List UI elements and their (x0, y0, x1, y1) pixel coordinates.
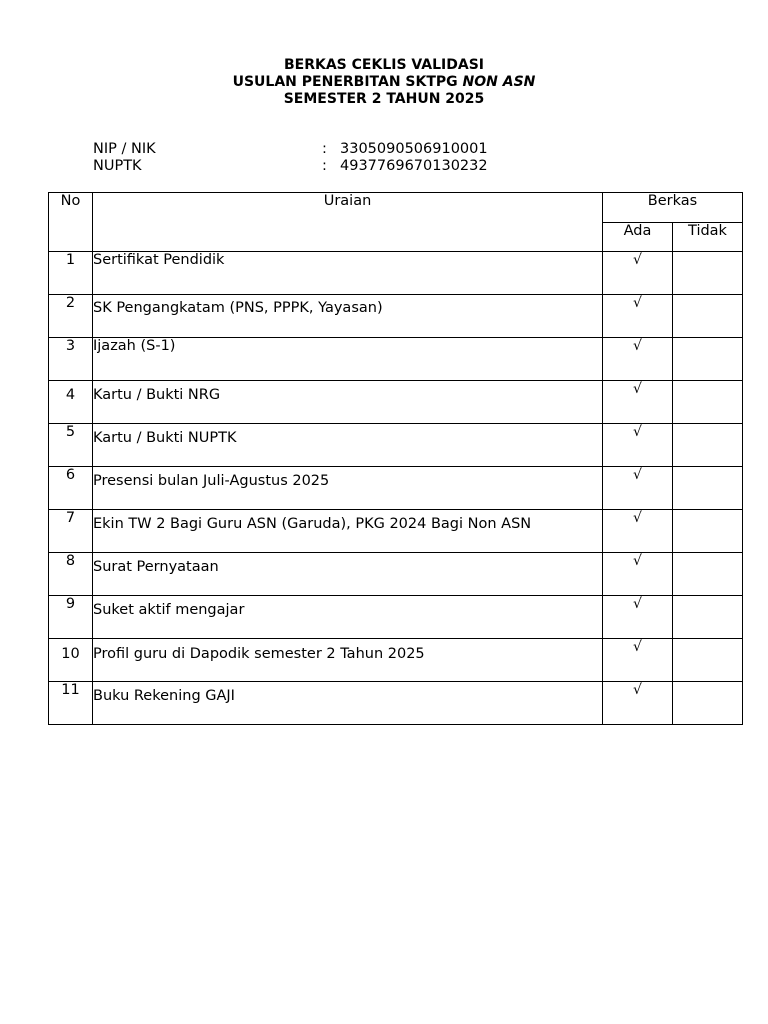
row-uraian: Ekin TW 2 Bagi Guru ASN (Garuda), PKG 2024 Bagi Non ASN (93, 510, 603, 553)
row-tidak (673, 639, 743, 682)
info-colon: : (322, 141, 327, 157)
row-uraian: Surat Pernyataan (93, 553, 603, 596)
row-tidak (673, 252, 743, 295)
row-uraian: Presensi bulan Juli-Agustus 2025 (93, 467, 603, 510)
row-uraian: Suket aktif mengajar (93, 596, 603, 639)
header-ada: Ada (603, 223, 673, 252)
title-line-2-italic: NON ASN (462, 74, 536, 90)
checkmark-icon: √ (603, 252, 673, 295)
table-row (49, 510, 743, 553)
row-number: 4 (49, 381, 93, 424)
table-row (49, 682, 743, 725)
table-row (49, 553, 743, 596)
row-number: 1 (49, 252, 93, 295)
header-no: No (49, 193, 93, 252)
checkmark-icon: √ (603, 424, 673, 467)
checkmark-icon: √ (603, 338, 673, 381)
table-row (49, 424, 743, 467)
checkmark-icon: √ (603, 682, 673, 725)
checkmark-icon: √ (603, 467, 673, 510)
table-row (49, 295, 743, 338)
row-tidak (673, 338, 743, 381)
info-colon: : (322, 158, 327, 174)
row-number: 6 (49, 467, 93, 510)
row-number: 10 (49, 639, 93, 682)
checkmark-icon: √ (603, 510, 673, 553)
row-tidak (673, 510, 743, 553)
row-number: 9 (49, 596, 93, 639)
title-line-2 (0, 74, 768, 91)
document-title (0, 57, 768, 108)
header-tidak: Tidak (673, 223, 743, 252)
info-label: NUPTK (93, 158, 142, 174)
row-number: 5 (49, 424, 93, 467)
info-value: 3305090506910001 (340, 141, 488, 157)
row-uraian: Kartu / Bukti NRG (93, 381, 603, 424)
header-uraian: Uraian (93, 193, 603, 252)
table-row (49, 467, 743, 510)
checklist-table (48, 192, 743, 725)
row-tidak (673, 553, 743, 596)
row-uraian: Kartu / Bukti NUPTK (93, 424, 603, 467)
checkmark-icon: √ (603, 295, 673, 338)
checkmark-icon: √ (603, 639, 673, 682)
row-number: 2 (49, 295, 93, 338)
info-value: 4937769670130232 (340, 158, 488, 174)
row-uraian: Sertifikat Pendidik (93, 252, 603, 295)
row-number: 8 (49, 553, 93, 596)
row-number: 11 (49, 682, 93, 725)
table-row (49, 381, 743, 424)
checkmark-icon: √ (603, 596, 673, 639)
row-tidak (673, 682, 743, 725)
row-uraian: Ijazah (S-1) (93, 338, 603, 381)
table-row (49, 338, 743, 381)
row-number: 7 (49, 510, 93, 553)
title-line-3: SEMESTER 2 TAHUN 2025 (283, 91, 485, 107)
row-tidak (673, 596, 743, 639)
table-row (49, 252, 743, 295)
row-uraian: SK Pengangkatam (PNS, PPPK, Yayasan) (93, 295, 603, 338)
checkmark-icon: √ (603, 553, 673, 596)
row-tidak (673, 467, 743, 510)
row-uraian: Buku Rekening GAJI (93, 682, 603, 725)
row-tidak (673, 381, 743, 424)
title-line-2-text: USULAN PENERBITAN SKTPG (232, 74, 463, 90)
table-row (49, 639, 743, 682)
table-row (49, 596, 743, 639)
header-berkas: Berkas (603, 193, 743, 223)
row-tidak (673, 295, 743, 338)
info-label: NIP / NIK (93, 141, 156, 157)
checkmark-icon: √ (603, 381, 673, 424)
title-line-1: BERKAS CEKLIS VALIDASI (283, 57, 485, 73)
row-uraian: Profil guru di Dapodik semester 2 Tahun 2025 (93, 639, 603, 682)
row-tidak (673, 424, 743, 467)
row-number: 3 (49, 338, 93, 381)
